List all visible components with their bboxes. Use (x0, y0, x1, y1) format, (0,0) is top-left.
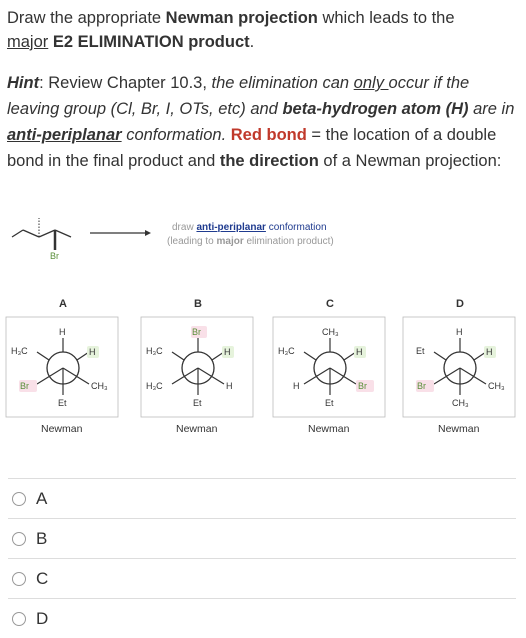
newman-bottom: Et (193, 398, 202, 408)
newman-lr: H (226, 381, 233, 391)
question-bold-e2: E2 ELIMINATION product (52, 33, 250, 51)
option-label: D (36, 608, 49, 628)
question-part: Draw the appropriate (7, 9, 166, 27)
newman-bottom: Et (325, 398, 334, 408)
hint-antiperiplanar: anti-periplanar (7, 126, 122, 144)
newman-lr: CH₃ (488, 381, 505, 391)
caption-part: elimination product) (243, 236, 334, 247)
newman-caption: Newman (438, 423, 480, 435)
option-c[interactable] (8, 558, 516, 598)
hint-part: the elimination can (211, 74, 354, 92)
hint-label: Hint (7, 74, 40, 92)
option-label: A (36, 488, 48, 508)
newman-ll: Br (20, 381, 29, 391)
question-bold-newman: Newman projection (165, 9, 318, 27)
newman-top: Br (192, 327, 201, 337)
radio-button-c[interactable] (12, 572, 26, 586)
newman-bottom: CH₃ (452, 398, 469, 408)
newman-lr: CH₃ (91, 381, 108, 391)
hint-text (7, 70, 517, 174)
newman-caption: Newman (41, 423, 83, 435)
newman-letter: A (59, 298, 67, 310)
reaction-scheme (0, 200, 526, 450)
newman-d (403, 298, 515, 435)
caption-part: conformation (265, 222, 327, 233)
newman-ul: H₃C (146, 346, 163, 356)
arrow-caption-2 (167, 236, 334, 247)
skeletal-structure (12, 218, 71, 261)
arrow-caption-1 (172, 222, 327, 233)
hint-beta-h: beta-hydrogen atom (H) (282, 100, 469, 118)
newman-lr: Br (358, 381, 367, 391)
newman-top: H (59, 327, 66, 337)
question-major: major (7, 33, 49, 51)
option-label: C (36, 568, 49, 588)
newman-letter: D (456, 298, 464, 310)
caption-part: draw (172, 222, 197, 233)
arrow-head (145, 230, 151, 236)
newman-ur: H (356, 347, 363, 357)
newman-ll: H₃C (146, 381, 163, 391)
option-label: B (36, 528, 48, 548)
hint-part: = the location of a double bond in the final product and (7, 126, 497, 170)
hint-part: occur if the leaving group (Cl, Br, I, OTs, etc) and (7, 74, 470, 118)
option-a[interactable] (8, 478, 516, 518)
radio-button-d[interactable] (12, 612, 26, 626)
newman-top: CH₃ (322, 327, 339, 337)
option-d[interactable] (8, 598, 516, 638)
hint-only: only (353, 74, 389, 92)
newman-caption: Newman (308, 423, 350, 435)
newman-ul: H₃C (278, 346, 295, 356)
question-text (7, 6, 517, 54)
newman-c (273, 298, 385, 435)
answer-options (8, 478, 516, 638)
caption-antiperiplanar: anti-periplanar (196, 222, 266, 233)
newman-ur: H (89, 347, 96, 357)
hint-part: conformation. (121, 126, 231, 144)
newman-ul: H₃C (11, 346, 28, 356)
radio-button-b[interactable] (12, 532, 26, 546)
radio-button-a[interactable] (12, 492, 26, 506)
newman-ll: Br (417, 381, 426, 391)
hint-part: are in (468, 100, 515, 118)
newman-top: H (456, 327, 463, 337)
newman-b (141, 298, 253, 435)
option-b[interactable] (8, 518, 516, 558)
hint-part: of a Newman projection: (318, 152, 502, 170)
newman-caption: Newman (176, 423, 218, 435)
br-label: Br (50, 251, 59, 261)
caption-major: major (216, 236, 244, 247)
hint-part: : Review Chapter 10.3, (39, 74, 212, 92)
newman-ul: Et (416, 346, 425, 356)
hint-direction: the direction (219, 152, 319, 170)
newman-letter: C (326, 298, 334, 310)
newman-a (6, 298, 118, 435)
newman-bottom: Et (58, 398, 67, 408)
caption-part: (leading to (167, 236, 217, 247)
question-period: . (249, 33, 255, 51)
hint-red-bond: Red bond (230, 126, 307, 144)
newman-ur: H (224, 347, 231, 357)
question-part: which leads to the (317, 9, 455, 27)
newman-letter: B (194, 298, 202, 310)
newman-ll: H (293, 381, 300, 391)
newman-ur: H (486, 347, 493, 357)
